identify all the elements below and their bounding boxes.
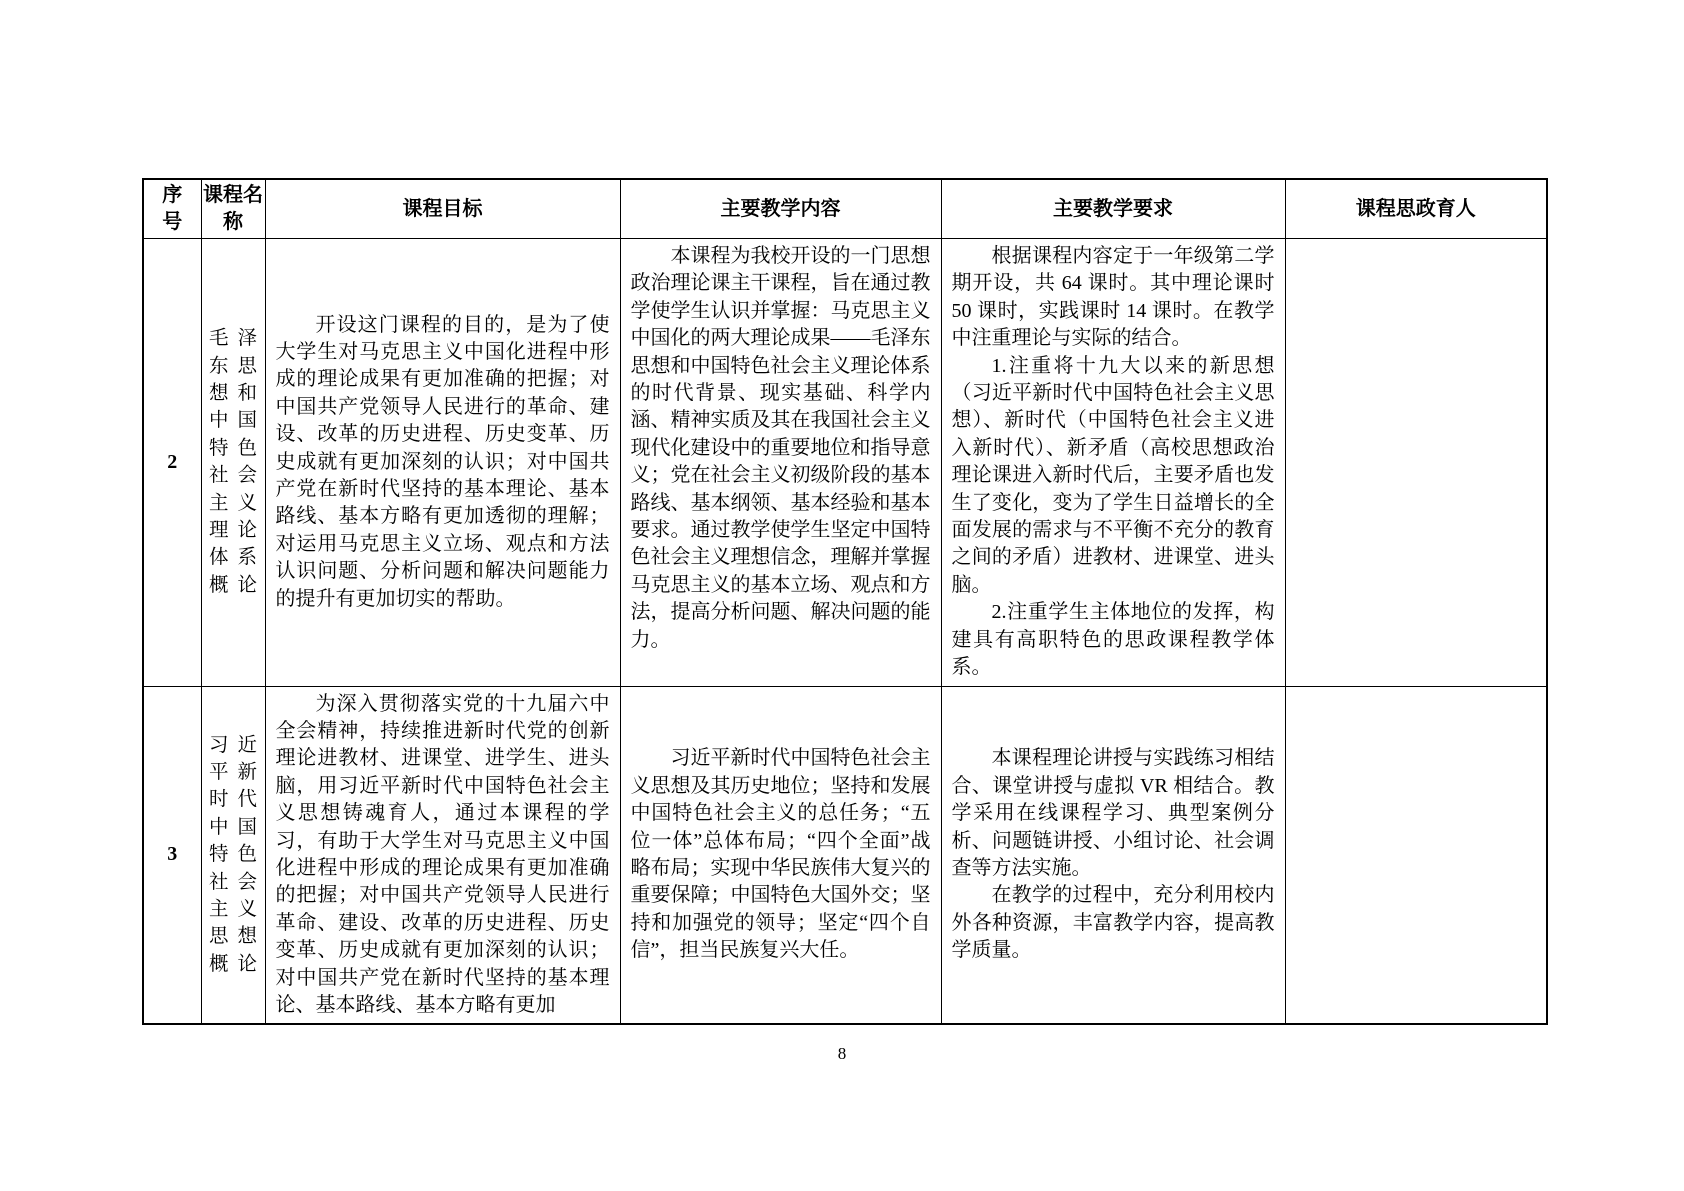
course-objective-cell — [265, 686, 620, 1024]
header-row — [143, 179, 1547, 239]
ideology-cell — [1285, 239, 1547, 687]
course-name-cell — [201, 686, 265, 1024]
col-header-requirements: 主要教学要求 — [941, 179, 1285, 239]
ideology-cell — [1285, 686, 1547, 1024]
col-header-no-label: 序号 — [162, 184, 183, 233]
row-number: 2 — [143, 239, 201, 687]
col-header-content: 主要教学内容 — [620, 179, 941, 239]
course-name-cell — [201, 239, 265, 687]
col-header-no — [143, 179, 201, 239]
objective-paragraph: 开设这门课程的目的，是为了使大学生对马克思主义中国化进程中形成的理论成果有更加准确的把握；对中国共产党领导人民进行的革命、建设、改革的历史进程、历史变革、历史成就有更加深刻的认识；对中国共产党在新时代坚持的基本理论、基本路线、基本方略有更加透彻的理解；对运用马克思主义立场、观点和方法认识问题、分析问题和解决问题能力的提升有更加切实的帮助。 — [275, 313, 610, 610]
col-header-objective: 课程目标 — [265, 179, 620, 239]
content-paragraph: 本课程为我校开设的一门思想政治理论课主干课程，旨在通过教学使学生认识并掌握：马克思主义中国化的两大理论成果——毛泽东思想和中国特色社会主义理论体系的时代背景、现实基础、科学内涵、精神实质及其在我国社会主义现代化建设中的重要地位和指导意义；党在社会主义初级阶段的基本路线、基本纲领、基本经验和基本要求。通过教学使学生坚定中国特色社会主义理想信念，理解并掌握马克思主义的基本立场、观点和方法，提高分析问题、解决问题的能力。 — [630, 245, 931, 651]
col-header-course-name: 课程名称 — [201, 179, 265, 239]
page-number: 8 — [837, 1044, 847, 1063]
requirements-paragraph: 1.注重将十九大以来的新思想（习近平新时代中国特色社会主义思想）、新时代（中国特色社会主义进入新时代）、新矛盾（高校思想政治理论课进入新时代后，主要矛盾也发生了变化，变为了学生日益增长的全面发展的需求与不平衡不充分的教育之间的矛盾）进教材、进课堂、进头脑。 — [951, 354, 1275, 596]
teaching-requirements-cell — [941, 239, 1285, 687]
course-name: 习近平新时代中国特色社会主义思想概论 — [209, 734, 257, 975]
requirements-paragraph: 在教学的过程中，充分利用校内外各种资源，丰富教学内容，提高教学质量。 — [951, 884, 1275, 962]
col-header-ideology: 课程思政育人 — [1285, 179, 1547, 239]
course-objective-cell — [265, 239, 620, 687]
table-row — [143, 686, 1547, 1024]
course-name: 毛泽东思想和中国特色社会主义理论体系概论 — [209, 328, 257, 596]
objective-paragraph: 为深入贯彻落实党的十九届六中全会精神，持续推进新时代党的创新理论进教材、进课堂、进学生、进头脑，用习近平新时代中国特色社会主义思想铸魂育人，通过本课程的学习，有助于大学生对马克思主义中国化进程中形成的理论成果有更加准确的把握；对中国共产党领导人民进行革命、建设、改革的历史进程、历史变革、历史成就有更加深刻的认识；对中国共产党在新时代坚持的基本理论、基本路线、基本方略有更加 — [275, 692, 610, 1016]
requirements-paragraph: 本课程理论讲授与实践练习相结合、课堂讲授与虚拟 VR 相结合。教学采用在线课程学习、典型案例分析、问题链讲授、小组讨论、社会调查等方法实施。 — [951, 747, 1275, 879]
course-table — [142, 178, 1548, 1025]
table-row — [143, 239, 1547, 687]
teaching-content-cell — [620, 686, 941, 1024]
teaching-content-cell — [620, 239, 941, 687]
requirements-paragraph: 2.注重学生主体地位的发挥，构建具有高职特色的思政课程教学体系。 — [951, 601, 1275, 679]
row-number: 3 — [143, 686, 201, 1024]
content-paragraph: 习近平新时代中国特色社会主义思想及其历史地位；坚持和发展中国特色社会主义的总任务；“五位一体”总体布局；“四个全面”战略布局；实现中华民族伟大复兴的重要保障；中国特色大国外交；坚持和加强党的领导；坚定“四个自信”，担当民族复兴大任。 — [630, 747, 931, 962]
teaching-requirements-cell — [941, 686, 1285, 1024]
requirements-paragraph: 根据课程内容定于一年级第二学期开设，共 64 课时。其中理论课时 50 课时，实践课时 14 课时。在教学中注重理论与实际的结合。 — [951, 245, 1275, 350]
